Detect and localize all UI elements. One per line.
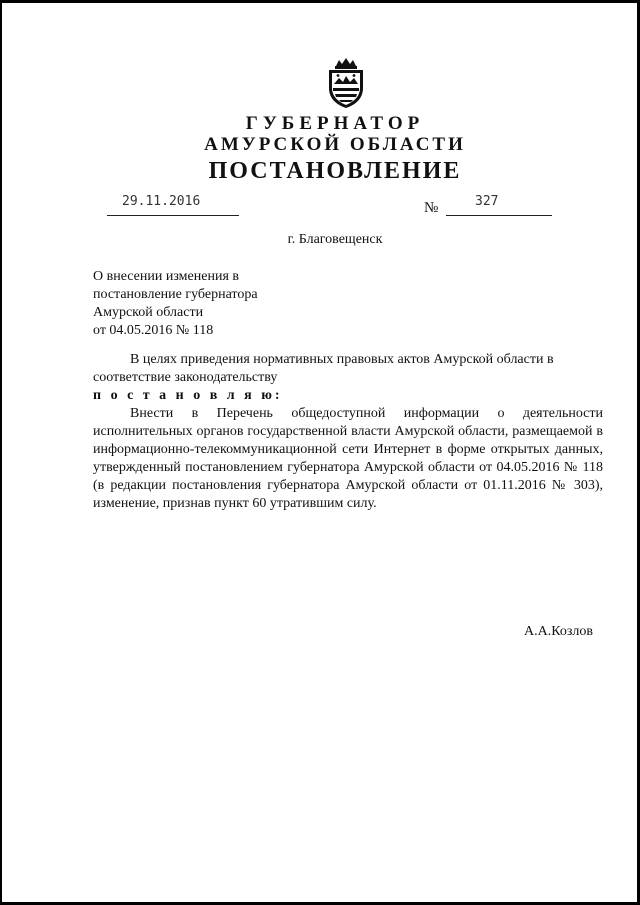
main-paragraph: Внести в Перечень общедоступной информации о деятельности исполнительных органов государственной власти Амурской области, размещаемой в информационно-телекоммуникационной сети Интернет в форме открытых данных, утвержденный постановлением губернатора Амурской области от 04.05.2016 № 118 (в редакции постановления губернатора Амурской области от 01.11.2016 № 303), изменение, признав пункт 60 утратившим силу. (93, 406, 603, 511)
document-subject (93, 268, 258, 340)
subject-line: О внесении изменения в (93, 269, 239, 284)
region-title: АМУРСКОЙ ОБЛАСТИ (204, 134, 466, 155)
scan-edge-top (0, 0, 640, 3)
subject-line: от 04.05.2016 № 118 (93, 323, 214, 338)
decree-word: п о с т а н о в л я ю: (93, 388, 283, 403)
document-body (93, 351, 603, 513)
signatory-name: А.А.Козлов (524, 624, 593, 639)
city-line: г. Благовещенск (287, 232, 383, 247)
preamble-paragraph: В целях приведения нормативных правовых актов Амурской области в соответствие законодательству (93, 352, 554, 385)
document-type-title: ПОСТАНОВЛЕНИЕ (208, 158, 462, 184)
subject-line: постановление губернатора (93, 287, 258, 302)
document-number: 327 (475, 194, 499, 209)
number-underline (446, 215, 552, 216)
date-underline (107, 215, 239, 216)
document-date: 29.11.2016 (122, 194, 201, 209)
number-sign: № (424, 200, 439, 216)
coat-of-arms-icon (323, 57, 369, 109)
subject-line: Амурской области (93, 305, 204, 320)
governor-title: ГУБЕРНАТОР (245, 113, 425, 134)
